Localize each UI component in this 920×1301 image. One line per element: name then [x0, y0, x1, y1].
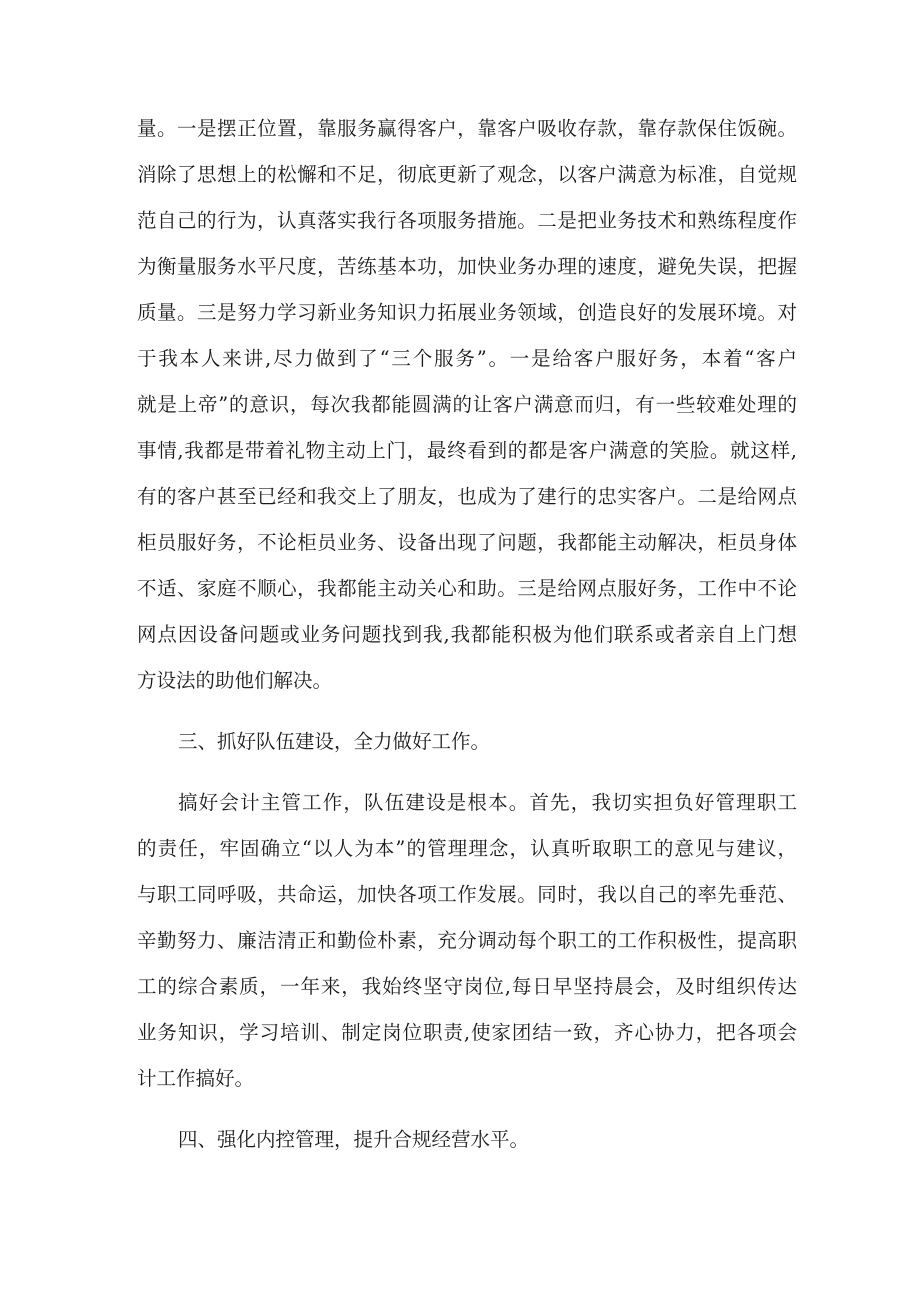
paragraph-line: 消除了思想上的松懈和不足，彻底更新了观念，以客户满意为标准，自觉规 — [137, 163, 797, 186]
paragraph-line: 就是上帝”的意识，每次我都能圆满的让客户满意而归，有一些较难处理的 — [137, 393, 797, 416]
paragraph-line: 质量。三是努力学习新业务知识力拓展业务领域，创造良好的发展环境。对 — [137, 301, 797, 324]
paragraph-line: 量。一是摆正位置，靠服务赢得客户，靠客户吸收存款，靠存款保住饭碗。 — [137, 117, 797, 140]
paragraph-line: 工的综合素质，一年来，我始终坚守岗位,每日早坚持晨会，及时组织传达 — [137, 975, 797, 998]
paragraph-line: 不适、家庭不顺心，我都能主动关心和助。三是给网点服好务，工作中不论 — [137, 577, 797, 600]
paragraph-line: 为衡量服务水平尺度，苦练基本功，加快业务办理的速度，避免失误，把握 — [137, 255, 797, 278]
section-heading-3: 三、抓好队伍建设，全力做好工作。 — [178, 730, 491, 753]
paragraph-line: 辛勤努力、廉洁清正和勤俭朴素，充分调动每个职工的工作积极性，提高职 — [137, 929, 797, 952]
paragraph-line: 计工作搞好。 — [137, 1067, 255, 1090]
paragraph-line: 网点因设备问题或业务问题找到我,我都能积极为他们联系或者亲自上门想 — [137, 623, 797, 646]
paragraph-line: 有的客户甚至已经和我交上了朋友，也成为了建行的忠实客户。二是给网点 — [137, 485, 797, 508]
paragraph-line: 柜员服好务，不论柜员业务、设备出现了问题，我都能主动解决，柜员身体 — [137, 531, 797, 554]
paragraph-line: 范自己的行为，认真落实我行各项服务措施。二是把业务技术和熟练程度作 — [137, 209, 797, 232]
paragraph-line: 搞好会计主管工作，队伍建设是根本。首先，我切实担负好管理职工 — [178, 791, 797, 814]
paragraph-line: 方设法的助他们解决。 — [137, 669, 333, 692]
paragraph-line: 与职工同呼吸，共命运，加快各项工作发展。同时，我以自己的率先垂范、 — [137, 883, 797, 906]
paragraph-line: 业务知识，学习培训、制定岗位职责,使家团结一致，齐心协力，把各项会 — [137, 1021, 797, 1044]
section-heading-4: 四、强化内控管理，提升合规经营水平。 — [178, 1128, 530, 1151]
paragraph-line: 于我本人来讲,尽力做到了“三个服务”。一是给客户服好务，本着“客户 — [137, 347, 797, 370]
paragraph-line: 的责任，牢固确立“以人为本”的管理理念，认真听取职工的意见与建议， — [137, 837, 797, 860]
paragraph-line: 事情,我都是带着礼物主动上门，最终看到的都是客户满意的笑脸。就这样, — [137, 439, 797, 462]
